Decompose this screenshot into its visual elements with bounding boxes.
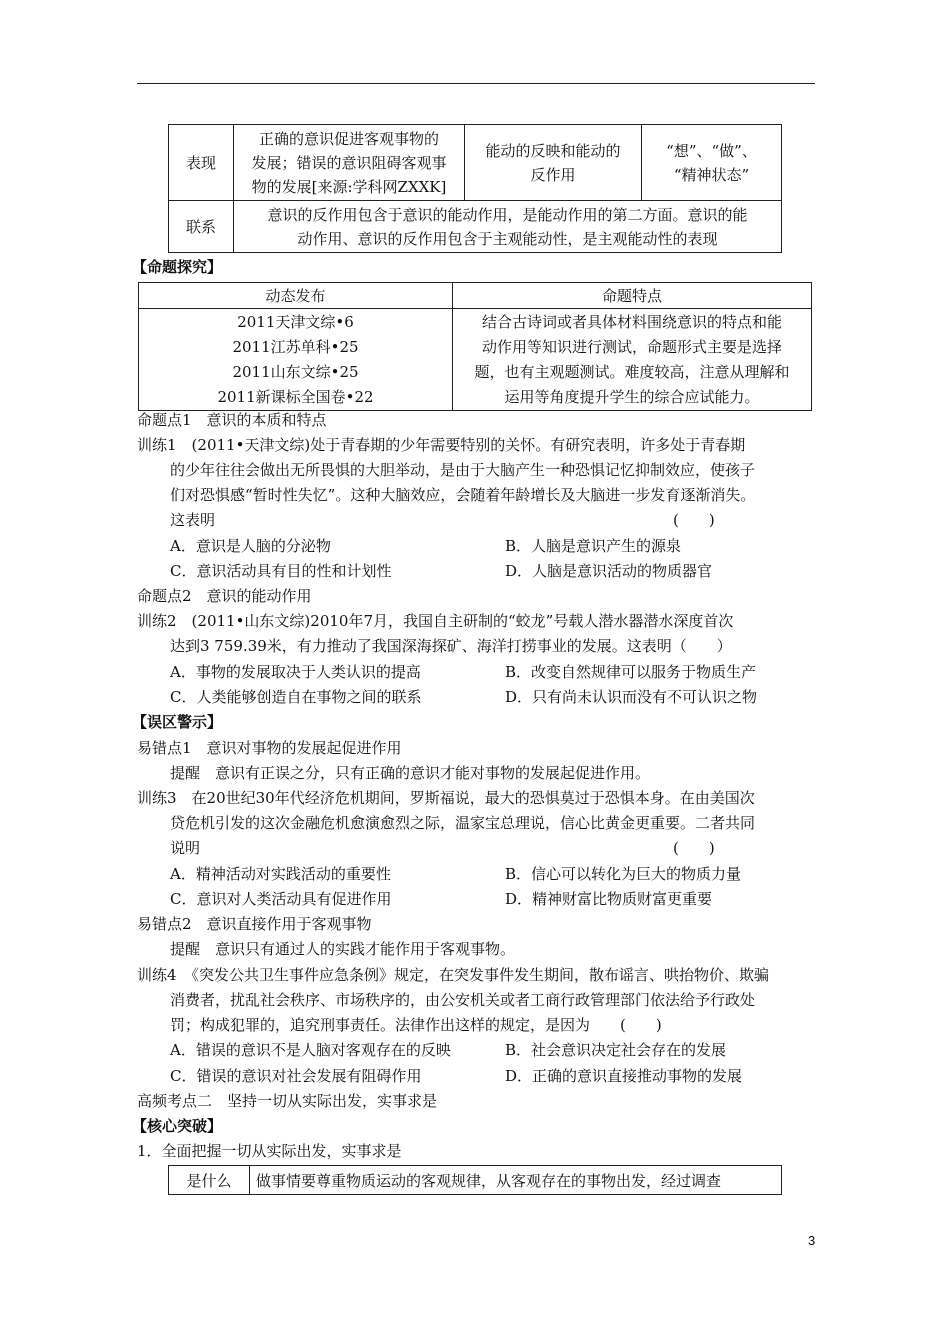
reminder-2: 提醒 意识只有通过人的实践才能作用于客观事物。 xyxy=(170,940,516,958)
exercise-4-option-c: C．错误的意识对社会发展有阻碍作用 xyxy=(170,1067,422,1085)
table1-row2-head: 联系 xyxy=(169,201,234,253)
table1-row2-text: 意识的反作用包含于意识的能动作用，是能动作用的第二方面。意识的能 动作用、意识的反作用包含于主观能动性，是主观能动性的表现 xyxy=(234,201,782,253)
exercise-2-option-a: A．事物的发展取决于人类认识的提高 xyxy=(170,663,421,681)
core-item-1: 1．全面把握一切从实际出发，实事求是 xyxy=(137,1142,402,1160)
exercise-1-option-d: D．人脑是意识活动的物质器官 xyxy=(505,562,713,580)
exercise-3-option-d: D．精神财富比物质财富更重要 xyxy=(505,890,713,908)
table1-row1-active: 能动的反映和能动的 反作用 xyxy=(465,125,642,201)
reminder-1: 提醒 意识有正误之分，只有正确的意识才能对事物的发展起促进作用。 xyxy=(170,764,651,782)
error-point-2: 易错点2 意识直接作用于客观事物 xyxy=(137,915,372,933)
table2-left-cell: 2011天津文综•6 2011江苏单科•25 2011山东文综•25 2011新课标全国卷•22 xyxy=(139,309,453,411)
exercise-3-option-a: A．精神活动对实践活动的重要性 xyxy=(170,865,391,883)
topic-point-2: 命题点2 意识的能动作用 xyxy=(137,587,312,605)
table2-head-right: 命题特点 xyxy=(453,283,812,309)
exercise-3-option-c: C．意识对人类活动具有促进作用 xyxy=(170,890,392,908)
table1-row1-effect: 正确的意识促进客观事物的 发展；错误的意识阻碍客观事 物的发展[来源:学科网ZXXK] xyxy=(234,125,465,201)
exercise-3-line-3: 说明 xyxy=(170,839,201,857)
table2-right-cell: 结合古诗词或者具体材料围绕意识的特点和能 动作用等知识进行测试，命题形式主要是选择 题，也有主观题测试。难度较高，注意从理解和 运用等角度提升学生的综合应试能力。 xyxy=(453,309,812,411)
exercise-4-option-b: B．社会意识决定社会存在的发展 xyxy=(505,1041,727,1059)
exercise-1-option-a: A．意识是人脑的分泌物 xyxy=(170,537,331,555)
topic-point-1: 命题点1 意识的本质和特点 xyxy=(137,411,327,429)
exercise-2-option-c: C．人类能够创造自在事物之间的联系 xyxy=(170,688,422,706)
exercise-1-line-4: 这表明 xyxy=(170,511,216,529)
exercise-3-line-2: 贷危机引发的这次金融危机愈演愈烈之际，温家宝总理说，信心比黄金更重要。二者共同 xyxy=(170,814,756,832)
exercise-4-option-a: A．错误的意识不是人脑对客观存在的反映 xyxy=(170,1041,451,1059)
exercise-3-option-b: B．信心可以转化为巨大的物质力量 xyxy=(505,865,742,883)
table1-row1-head: 表现 xyxy=(169,125,234,201)
exercise-3-line-1: 训练3 在20世纪30年代经济危机期间，罗斯福说，最大的恐惧莫过于恐惧本身。在由美国次 xyxy=(137,789,755,807)
table2-head-left: 动态发布 xyxy=(139,283,453,309)
exercise-2-option-d: D．只有尚未认识而没有不可认识之物 xyxy=(505,688,758,706)
exercise-2-line-1: 训练2 (2011•山东文综)2010年7月，我国自主研制的“蛟龙”号载人潜水器潜水深度首次 xyxy=(137,612,734,630)
exercise-1-line-2: 的少年往往会做出无所畏惧的大胆举动，是由于大脑产生一种恐惧记忆抑制效应，使孩子 xyxy=(170,461,756,479)
header-rule xyxy=(137,83,815,84)
exercise-4-line-3: 罚；构成犯罪的，追究刑事责任。法律作出这样的规定，是因为 ( ) xyxy=(170,1016,662,1034)
exam-table xyxy=(138,282,812,411)
section-heading-core: 【核心突破】 xyxy=(132,1117,223,1135)
table3-text: 做事情要尊重物质运动的客观规律，从客观存在的事物出发，经过调查 xyxy=(250,1166,782,1195)
exercise-1-option-b: B．人脑是意识产生的源泉 xyxy=(505,537,682,555)
table3-head: 是什么 xyxy=(169,1166,250,1195)
exercise-2-line-2: 达到3 759.39米，有力推动了我国深海探矿、海洋打捞事业的发展。这表明（ ） xyxy=(170,637,732,655)
page-number: 3 xyxy=(808,1233,816,1248)
section-heading-mingti: 【命题探究】 xyxy=(132,258,223,276)
error-point-1: 易错点1 意识对事物的发展起促进作用 xyxy=(137,739,402,757)
exercise-1-answer-blank: ( ) xyxy=(673,511,715,529)
exercise-2-option-b: B．改变自然规律可以服务于物质生产 xyxy=(505,663,757,681)
section-heading-misconceptions: 【误区警示】 xyxy=(132,713,223,731)
exercise-4-line-2: 消费者，扰乱社会秩序、市场秩序的，由公安机关或者工商行政管理部门依法给予行政处 xyxy=(170,991,756,1009)
exercise-1-line-1: 训练1 (2011•天津文综)处于青春期的少年需要特别的关怀。有研究表明，许多处于青春期 xyxy=(137,436,746,454)
exercise-4-option-d: D．正确的意识直接推动事物的发展 xyxy=(505,1067,743,1085)
exercise-4-line-1: 训练4 《突发公共卫生事件应急条例》规定，在突发事件发生期间，散布谣言、哄抬物价、欺骗 xyxy=(137,966,770,984)
table1-row1-examples: “想”、“做”、 “精神状态” xyxy=(642,125,782,201)
concept-table xyxy=(168,124,782,253)
exercise-3-answer-blank: ( ) xyxy=(673,839,715,857)
exercise-1-line-3: 们对恐惧感“暂时性失忆”。这种大脑效应，会随着年龄增长及大脑进一步发育逐渐消失。 xyxy=(170,486,756,504)
exercise-1-option-c: C．意识活动具有目的性和计划性 xyxy=(170,562,392,580)
practice-table xyxy=(168,1165,782,1195)
key-point-2-heading: 高频考点二 坚持一切从实际出发，实事求是 xyxy=(137,1092,438,1110)
